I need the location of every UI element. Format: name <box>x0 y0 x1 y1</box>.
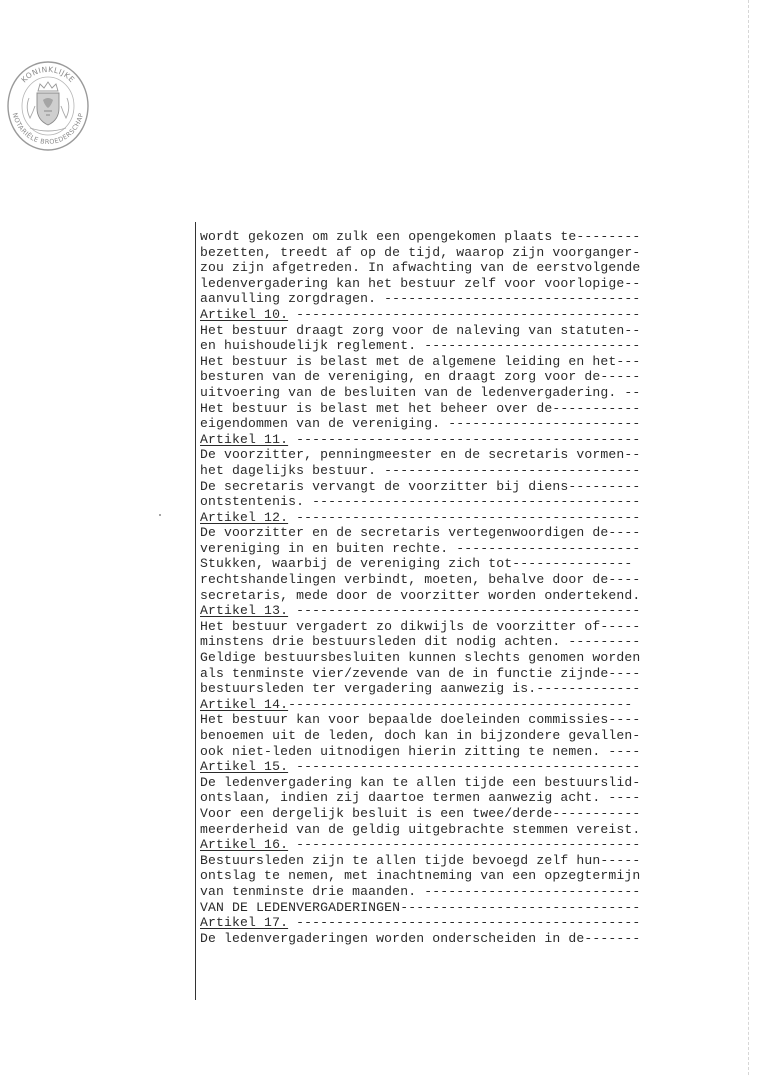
text-line: ontslaan, indien zij daartoe termen aanwezig acht. ---- <box>200 790 641 806</box>
text-line: De ledenvergaderingen worden onderscheiden in de------- <box>200 930 641 946</box>
text-line: De voorzitter, penningmeester en de secretaris vormen-- <box>200 447 641 463</box>
article-heading-line <box>200 697 740 713</box>
text-line: Het bestuur kan voor bepaalde doeleinden commissies---- <box>200 712 641 728</box>
article-heading-line <box>200 837 740 853</box>
text-line: bezetten, treedt af op de tijd, waarop zijn voorganger- <box>200 244 641 260</box>
seal-icon <box>0 48 96 156</box>
paper-speck <box>159 514 161 516</box>
text-line: minstens drie bestuursleden dit nodig achten. --------- <box>200 634 641 650</box>
text-line: De secretaris vervangt de voorzitter bij diens--------- <box>200 478 641 494</box>
page-edge <box>748 0 753 1075</box>
text-line: Bestuursleden zijn te allen tijde bevoegd zelf hun----- <box>200 852 641 868</box>
article-heading: Artikel 10. <box>200 306 289 322</box>
notary-seal <box>0 48 96 156</box>
text-line: De ledenvergadering kan te allen tijde een bestuurslid- <box>200 774 641 790</box>
article-heading: Artikel 15. <box>200 759 289 775</box>
text-line: ontslag te nemen, met inachtneming van een opzegtermijn <box>200 868 641 884</box>
article-heading-line <box>200 915 740 931</box>
article-heading: Artikel 12. <box>200 509 289 525</box>
filler-dashes: ------------------------------------------- <box>288 837 641 853</box>
text-line: besturen van de vereniging, en draagt zorg voor de----- <box>200 369 641 385</box>
article-heading: Artikel 11. <box>200 431 289 447</box>
article-heading-line <box>200 510 740 526</box>
article-heading-line <box>200 307 740 323</box>
margin-rule <box>195 222 196 1000</box>
article-heading: Artikel 16. <box>200 837 289 853</box>
text-line: uitvoering van de besluiten van de ledenvergadering. -- <box>200 384 641 400</box>
seal-text-top: KONINKLIJKE <box>19 64 77 85</box>
filler-dashes: ------------------------------------------- <box>288 759 641 775</box>
text-line: ledenvergadering kan het bestuur zelf voor voorlopige-- <box>200 275 641 291</box>
text-line: ontstentenis. ----------------------------------------- <box>200 494 641 510</box>
article-heading-line <box>200 603 740 619</box>
text-line: van tenminste drie maanden. --------------------------- <box>200 883 641 899</box>
filler-dashes: ------------------------------------------- <box>288 915 641 931</box>
text-line: Stukken, waarbij de vereniging zich tot--------------- <box>200 556 633 572</box>
article-heading: Artikel 13. <box>200 603 289 619</box>
text-line: het dagelijks bestuur. -------------------------------- <box>200 462 641 478</box>
text-line: ook niet-leden uitnodigen hierin zitting te nemen. ---- <box>200 743 641 759</box>
text-line: wordt gekozen om zulk een opengekomen plaats te-------- <box>200 229 641 244</box>
text-line: Geldige bestuursbesluiten kunnen slechts genomen worden <box>200 650 641 666</box>
seal-text-bottom: NOTARIËLE BROEDERSCHAP <box>10 111 86 147</box>
text-line: De voorzitter en de secretaris vertegenwoordigen de---- <box>200 525 641 541</box>
text-line: Het bestuur vergadert zo dikwijls de voorzitter of----- <box>200 618 641 634</box>
article-heading-line <box>200 759 740 775</box>
text-line: benoemen uit de leden, doch kan in bijzondere gevallen- <box>200 728 641 743</box>
text-line: Het bestuur is belast met het beheer over de----------- <box>200 400 641 416</box>
text-line: zou zijn afgetreden. In afwachting van de eerstvolgende <box>200 260 641 276</box>
article-heading-line <box>200 432 740 448</box>
text-line: Het bestuur is belast met de algemene leiding en het--- <box>200 353 641 369</box>
document-text <box>200 229 740 946</box>
text-line: meerderheid van de geldig uitgebrachte stemmen vereist. <box>200 821 641 837</box>
filler-dashes: ------------------------------------------- <box>288 696 633 712</box>
text-line: vereniging in en buiten rechte. ----------------------- <box>200 540 641 556</box>
filler-dashes: ------------------------------------------- <box>288 603 641 619</box>
text-line: bestuursleden ter vergadering aanwezig is.------------- <box>200 681 641 697</box>
text-line: Voor een dergelijk besluit is een twee/derde----------- <box>200 805 641 821</box>
text-line: eigendommen van de vereniging. ------------------------ <box>200 416 641 432</box>
text-line: en huishoudelijk reglement. --------------------------- <box>200 338 641 354</box>
filler-dashes: ------------------------------------------- <box>288 306 641 322</box>
text-line: VAN DE LEDENVERGADERINGEN------------------------------ <box>200 899 641 915</box>
text-line: secretaris, mede door de voorzitter worden ondertekend. <box>200 587 641 603</box>
filler-dashes: ------------------------------------------- <box>288 509 641 525</box>
text-line: aanvulling zorgdragen. -------------------------------- <box>200 291 641 307</box>
article-heading: Artikel 14. <box>200 696 289 712</box>
article-heading: Artikel 17. <box>200 915 289 931</box>
text-line: rechtshandelingen verbindt, moeten, behalve door de---- <box>200 572 641 588</box>
text-line: Het bestuur draagt zorg voor de naleving van statuten-- <box>200 322 641 338</box>
text-line: als tenminste vier/zevende van de in functie zijnde---- <box>200 665 641 681</box>
filler-dashes: ------------------------------------------- <box>288 431 641 447</box>
